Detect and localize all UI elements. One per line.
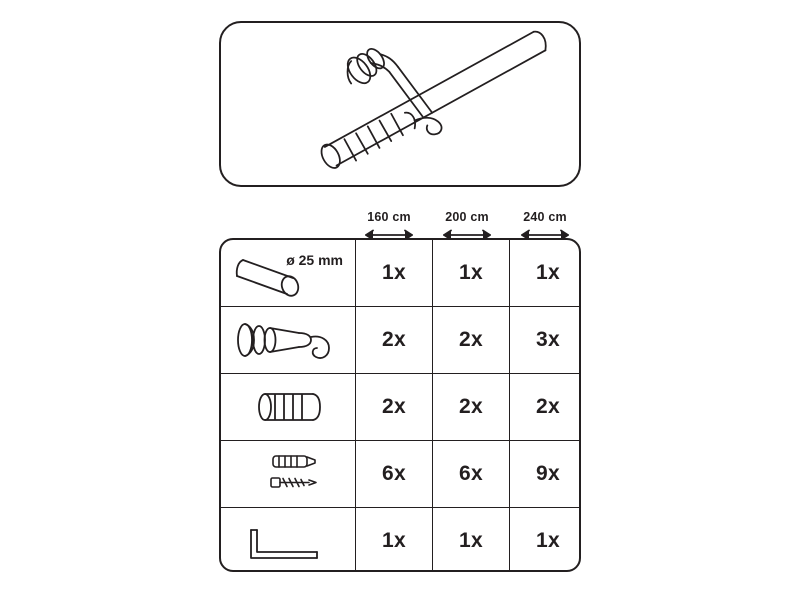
qty-value: 1x bbox=[536, 261, 560, 284]
part-cell-allen-key bbox=[221, 508, 356, 573]
table-row bbox=[221, 374, 581, 441]
qty-value: 2x bbox=[382, 328, 406, 351]
wall-bracket-icon bbox=[221, 307, 355, 373]
qty-value: 6x bbox=[459, 462, 483, 485]
parts-table bbox=[219, 238, 581, 572]
part-cell-rod bbox=[221, 240, 356, 307]
table-row bbox=[221, 508, 581, 573]
rod-with-bracket-illustration bbox=[221, 23, 579, 185]
qty-cell bbox=[433, 240, 510, 307]
part-cell-bracket bbox=[221, 307, 356, 374]
qty-cell bbox=[433, 508, 510, 573]
qty-value: 3x bbox=[536, 328, 560, 351]
size-header-160 bbox=[350, 210, 428, 241]
qty-value: 6x bbox=[382, 462, 406, 485]
qty-cell bbox=[510, 307, 582, 374]
qty-value: 1x bbox=[382, 261, 406, 284]
qty-value: 9x bbox=[536, 462, 560, 485]
rod-icon bbox=[221, 240, 355, 306]
qty-cell bbox=[510, 441, 582, 508]
qty-cell bbox=[433, 307, 510, 374]
qty-value: 2x bbox=[536, 395, 560, 418]
table-row bbox=[221, 240, 581, 307]
qty-value: 1x bbox=[459, 261, 483, 284]
qty-cell bbox=[433, 441, 510, 508]
size-header-label: 160 cm bbox=[367, 210, 411, 224]
allen-key-icon bbox=[221, 508, 355, 572]
screw-and-wallplug-icon bbox=[221, 441, 355, 507]
qty-cell bbox=[433, 374, 510, 441]
part-cell-sleeve bbox=[221, 374, 356, 441]
qty-cell bbox=[510, 374, 582, 441]
qty-cell bbox=[510, 508, 582, 573]
size-header-label: 240 cm bbox=[523, 210, 567, 224]
table-row bbox=[221, 307, 581, 374]
size-header-240 bbox=[506, 210, 584, 241]
diameter-label: ø 25 mm bbox=[286, 252, 343, 268]
part-cell-screws bbox=[221, 441, 356, 508]
qty-cell bbox=[356, 508, 433, 573]
qty-cell bbox=[356, 441, 433, 508]
qty-value: 1x bbox=[459, 529, 483, 552]
qty-cell bbox=[510, 240, 582, 307]
qty-value: 2x bbox=[382, 395, 406, 418]
qty-cell bbox=[356, 240, 433, 307]
qty-cell bbox=[356, 374, 433, 441]
qty-value: 1x bbox=[536, 529, 560, 552]
qty-cell bbox=[356, 307, 433, 374]
size-header-200 bbox=[428, 210, 506, 241]
ribbed-sleeve-icon bbox=[221, 374, 355, 440]
qty-value: 2x bbox=[459, 328, 483, 351]
size-header-label: 200 cm bbox=[445, 210, 489, 224]
qty-value: 1x bbox=[382, 529, 406, 552]
hero-illustration-panel bbox=[219, 21, 581, 187]
qty-value: 2x bbox=[459, 395, 483, 418]
table-row bbox=[221, 441, 581, 508]
